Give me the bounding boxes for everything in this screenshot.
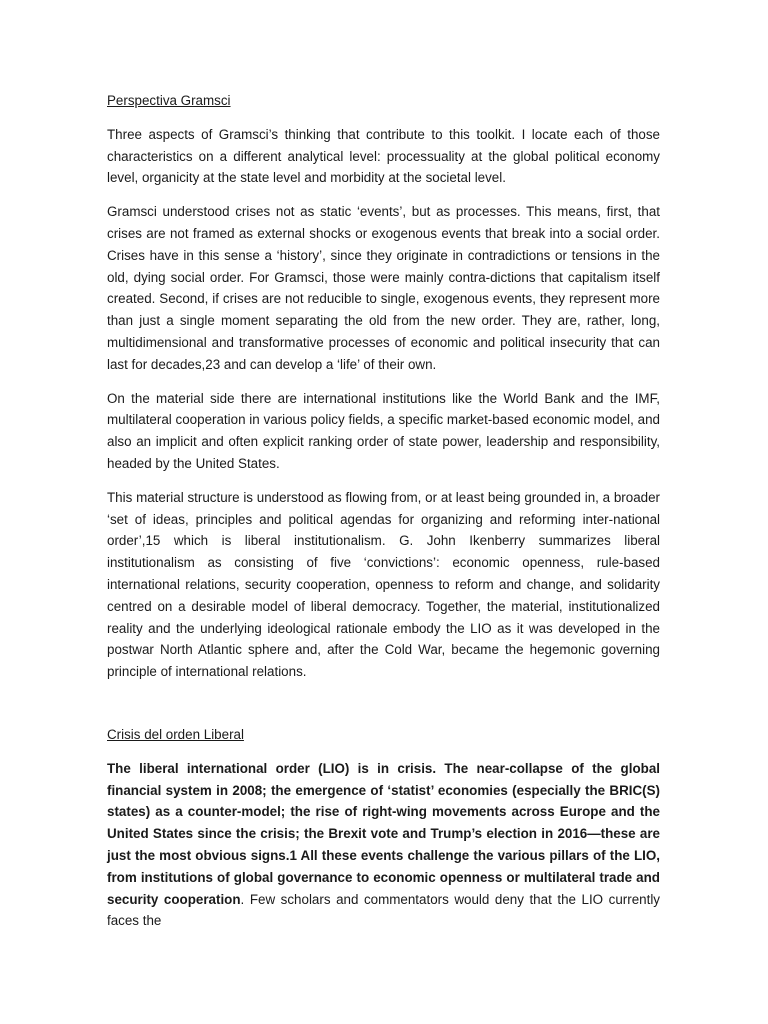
paragraph-material-side: On the material side there are international institutions like the World Bank and the IMF, multilateral cooperation in various policy fields, a specific market-based economic model, and also an implicit and often explicit ranking order of state power, leadership and responsibility, headed by the United States. xyxy=(107,390,660,471)
paragraph-lio-crisis xyxy=(107,758,660,932)
paragraph-crises-processes: Gramsci understood crises not as static ‘events’, but as processes. This means, first, that crises are not framed as external shocks or exogenous events that break into a social order. Crises have in this sense a ‘history’, since they originate in contradictions or tensions in the old, dying social order. For Gramsci, those were mainly contra-dictions that capitalism itself created. Second, if crises are not reducible to single, exogenous events, they represent more than just a single moment separating the old from the new order. They are, rather, long, multidimensional and transformative processes of economic and political insecurity that can last for decades,23 and can develop a ‘life’ of their own. xyxy=(107,204,660,372)
section-heading-perspectiva-gramsci: Perspectiva Gramsci xyxy=(107,93,231,108)
section-heading-crisis-orden-liberal: Crisis del orden Liberal xyxy=(107,726,244,742)
document-page xyxy=(107,90,660,944)
paragraph-material-structure: This material structure is understood as flowing from, or at least being grounded in, a broader ‘set of ideas, principles and political agendas for organizing and reforming inter-national order’,15 which is liberal institutionalism. G. John Ikenberry summarizes liberal institutionalism as consisting of five ‘convictions’: economic openness, rule-based international relations, security cooperation, openness to reform and change, and solidarity centred on a desirable model of liberal democracy. Together, the material, institutionalized reality and the underlying ideological rationale embody the LIO as it was developed in the postwar North Atlantic sphere and, after the Cold War, became the hegemonic governing principle of international relations. xyxy=(107,489,660,680)
lio-crisis-regular-text: . Few scholars and commentators would deny that the LIO currently faces the xyxy=(107,891,660,929)
lio-crisis-bold-text: The liberal international order (LIO) is in crisis. The near-collapse of the global financial system in 2008; the emergence of ‘statist’ economies (especially the BRIC(S) states) as a counter-model; the rise of right-wing movements across Europe and the United States since the crisis; the Brexit vote and Trump’s election in 2016—these are just the most obvious signs.1 All these events challenge the various pillars of the LIO, from institutions of global governance to economic openness or multilateral trade and security cooperation xyxy=(107,760,660,907)
paragraph-gramsci-aspects: Three aspects of Gramsci’s thinking that contribute to this toolkit. I locate each of those characteristics on a different analytical level: processuality at the global political economy level, organicity at the state level and morbidity at the societal level. xyxy=(107,126,660,186)
